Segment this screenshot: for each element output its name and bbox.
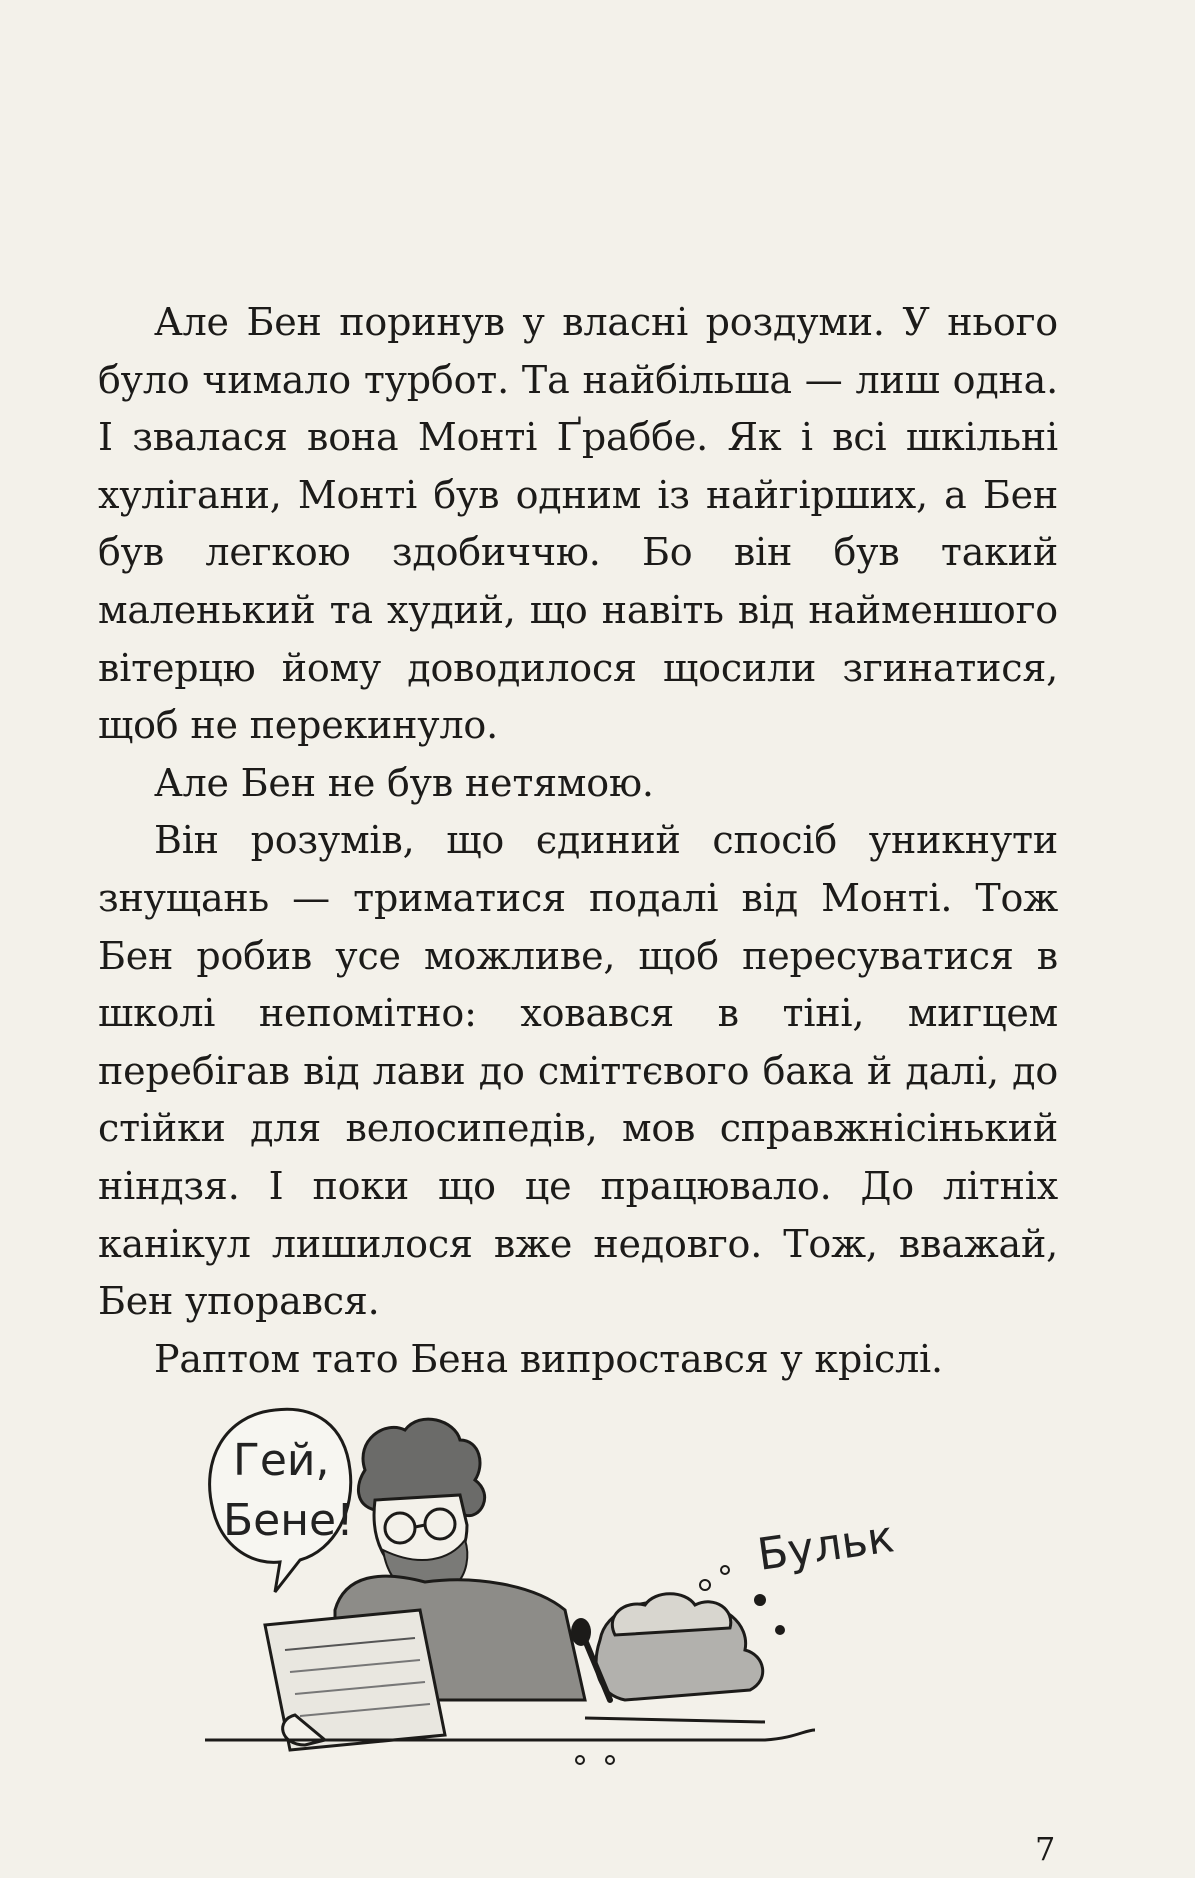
paragraph: Раптом тато Бена випростався у кріслі. [154, 1336, 943, 1381]
ben-hair [612, 1594, 730, 1635]
speech-line-2: Бене! [223, 1495, 354, 1546]
body-text [98, 294, 1058, 1388]
sound-effect: Бульк [754, 1511, 898, 1581]
speech-line-1: Гей, [233, 1435, 330, 1486]
illustration [205, 1400, 945, 1780]
paragraph: Але Бен поринув у власні роздуми. У нього було чимало турбот. Та найбільша — лиш одна. І звалася вона Монті Ґраббе. Як і всі шкільні хулігани, Монті був одним із найгірших, а Бен був легкою здобиччю. Бо він був такий маленький та худий, що навіть від найменшого вітерцю йому доводилося щосили згинатися, щоб не перекинуло. [98, 300, 1058, 748]
page-number: 7 [1035, 1830, 1056, 1868]
paragraph: Він розумів, що єдиний спосіб уникнути знущань — триматися подалі від Монті. Тож Бен робив усе можливе, щоб пересуватися в школі непомітно: ховався в тіні, мигцем перебігав від лави до сміттєвого бака й далі, до стійки для велосипедів, мов справжнісінький ніндзя. І поки що це працювало. До літніх канікул лишилося вже недовго. Тож, вважай, Бен упорався. [98, 818, 1058, 1324]
paragraph: Але Бен не був нетямою. [154, 760, 654, 805]
